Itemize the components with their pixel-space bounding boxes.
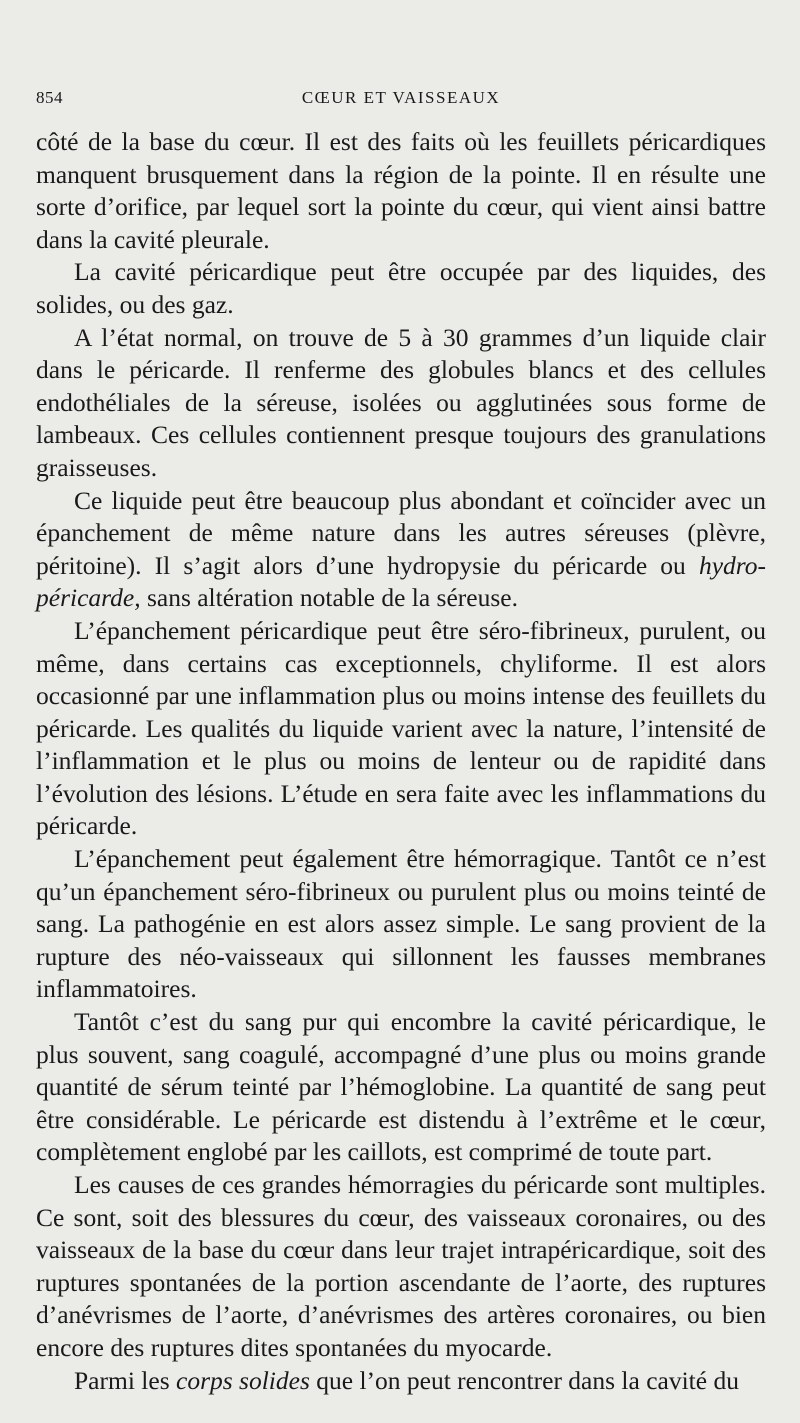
- text-segment: Tantôt c’est du sang pur qui encombre la cavité péricardique, le plus souvent, sang coagulé, accompagné d’une plus ou moins grande quantité de sérum teinté par l’hémoglobine. La quantité de sang peut être considérable. Le péricarde est distendu à l’extrême et le cœur, complètement englobé par les caillots, est comprimé de toute part.: [36, 1007, 766, 1167]
- running-head: [36, 88, 766, 118]
- text-segment: que l’on peut rencontrer dans la cavité du: [309, 1365, 739, 1395]
- paragraph: [36, 1169, 766, 1365]
- text-segment: A l’état normal, on trouve de 5 à 30 grammes d’un liquide clair dans le péricarde. Il renferme des globules blancs et des cellules endothéliales de la séreuse, isolées ou agglutinées sous forme de lambeaux. Ces cellules contiennent presque toujours des granulations graisseuses.: [36, 322, 766, 482]
- text-segment: Les causes de ces grandes hémorragies du péricarde sont multiples. Ce sont, soit des blessures du cœur, des vaisseaux coronaires, ou des vaisseaux de la base du cœur dans leur trajet intrapéricardique, soit des ruptures spontanées de la portion ascendante de l’aorte, des ruptures d’anévrismes de l’aorte, d’anévrismes des artères coronaires, ou bien encore des ruptures dites spontanées du myocarde.: [36, 1170, 766, 1362]
- paragraph: [36, 615, 766, 843]
- page-number: 854: [36, 88, 63, 107]
- text-segment: La cavité péricardique peut être occupée par des liquides, des solides, ou des gaz.: [36, 257, 766, 319]
- paragraph: [36, 256, 766, 321]
- paragraph: [36, 1006, 766, 1169]
- text-segment: Parmi les: [74, 1365, 176, 1395]
- text-segment: L’épanchement peut également être hémorragique. Tantôt ce n’est qu’un épanchement séro-fibrineux ou purulent plus ou moins teinté de sang. La pathogénie en est alors assez simple. Le sang provient de la rupture des néo-vaisseaux qui sillonnent les fausses membranes inflammatoires.: [36, 844, 766, 1004]
- running-title: CŒUR ET VAISSEAUX: [301, 88, 501, 107]
- text-segment: Ce liquide peut être beaucoup plus abondant et coïncider avec un épanchement de même nature dans les autres séreuses (plèvre, péritoine). Il s’agit alors d’une hydropysie du péricarde ou: [36, 485, 766, 580]
- body-text: [36, 126, 766, 1397]
- text-segment: côté de la base du cœur. Il est des faits où les feuillets péricardiques manquent brusquement dans la région de la pointe. Il en résulte une sorte d’orifice, par lequel sort la pointe du cœur, qui vient ainsi battre dans la cavité pleurale.: [36, 127, 766, 254]
- paragraph: [36, 126, 766, 256]
- paragraph: [36, 843, 766, 1006]
- italic-term: hydro-péricarde,: [36, 550, 766, 613]
- text-segment: L’épanchement péricardique peut être séro-fibrineux, purulent, ou même, dans certains cas exceptionnels, chyliforme. Il est alors occasionné par une inflammation plus ou moins intense des feuillets du péricarde. Les qualités du liquide varient avec la nature, l’intensité de l’inflammation et le plus ou moins de lenteur ou de rapidité dans l’évolution des lésions. L’étude en sera faite avec les inflammations du péricarde.: [36, 615, 766, 841]
- text-segment: sans altération notable de la séreuse.: [140, 583, 518, 613]
- paragraph: [36, 485, 766, 615]
- paragraph: [36, 1365, 766, 1398]
- paragraph: [36, 322, 766, 485]
- italic-term: corps solides: [176, 1365, 310, 1395]
